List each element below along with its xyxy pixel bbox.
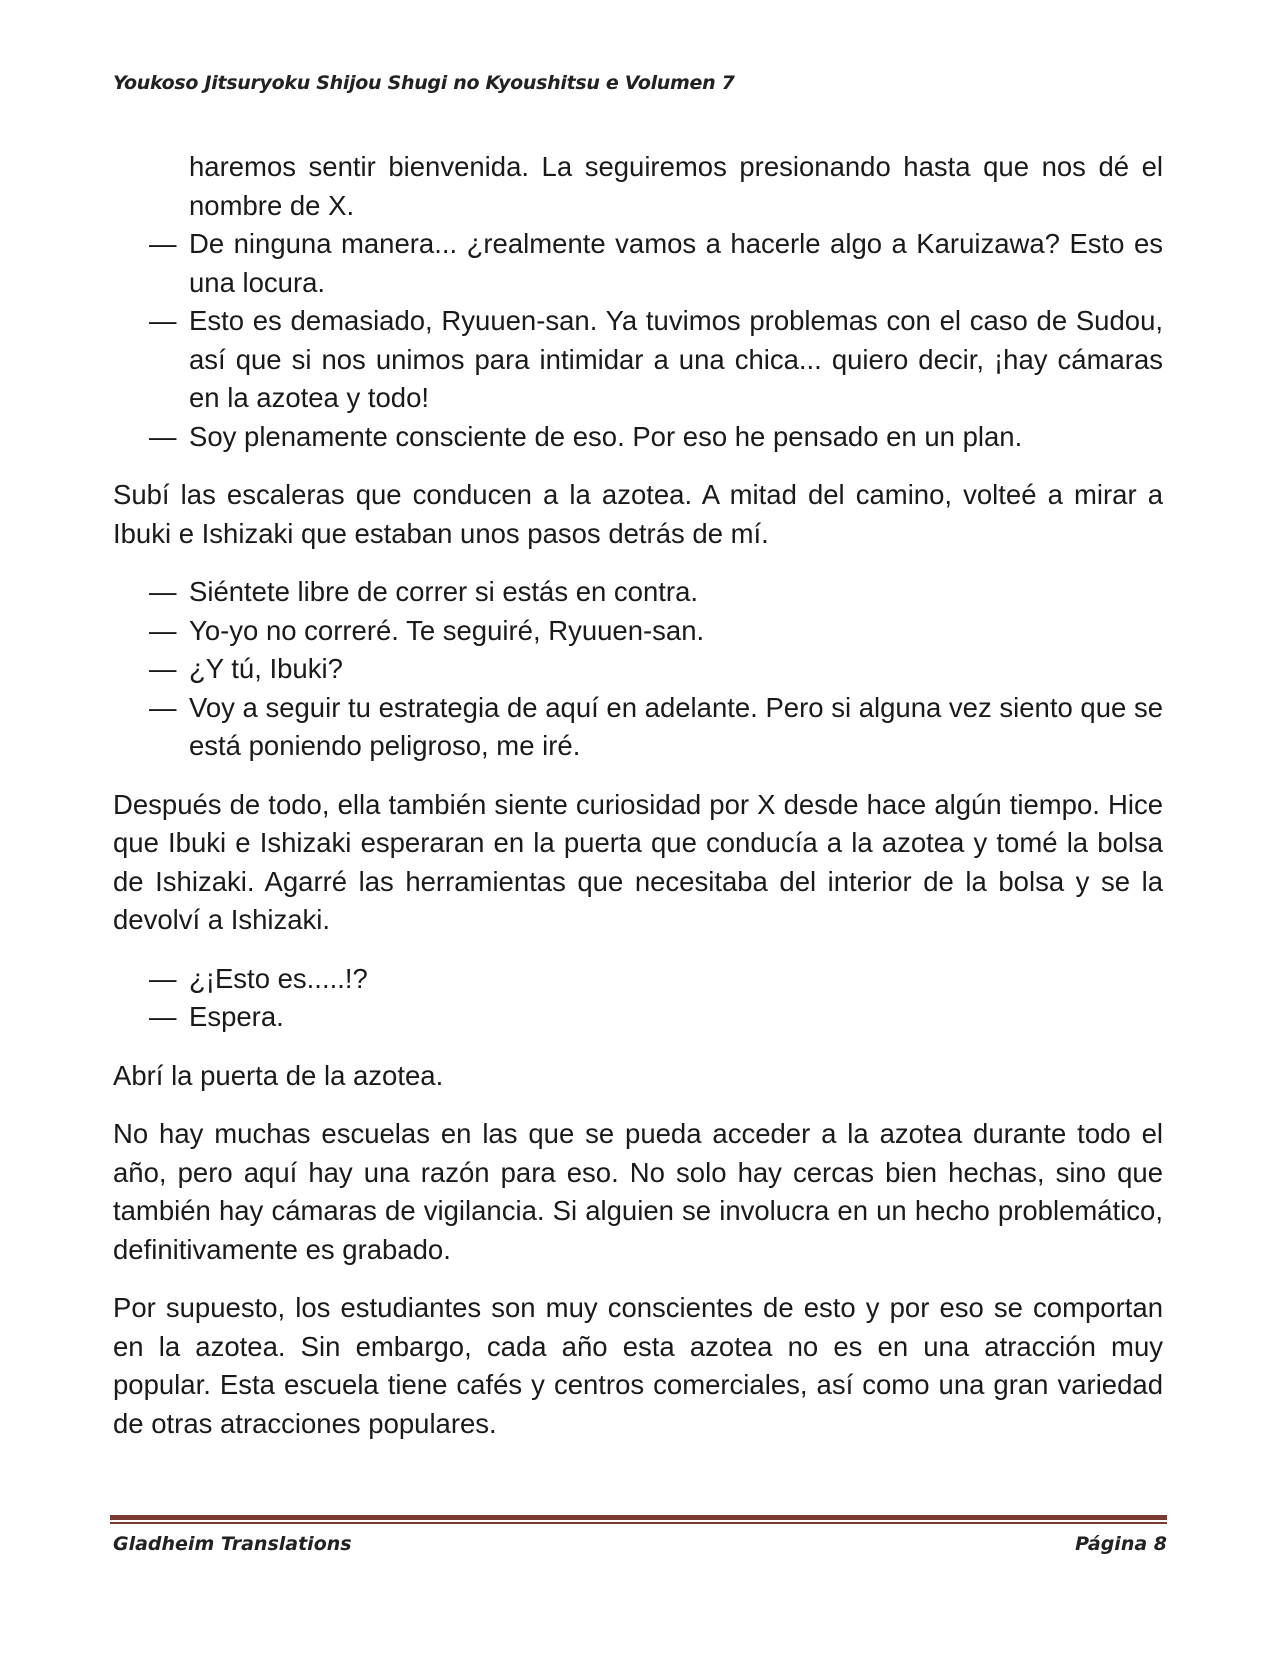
dialog-text: Voy a seguir tu estrategia de aquí en adelante. Pero si alguna vez siento que se está poniendo peligroso, me iré. [189, 691, 1163, 761]
dialog-line [113, 573, 1163, 612]
dialog-text: Soy plenamente consciente de eso. Por eso he pensado en un plan. [189, 420, 1023, 452]
page-body [113, 148, 1163, 1463]
footer-divider [110, 1515, 1167, 1525]
dialog-dash: — [149, 1001, 177, 1032]
dialog-dash: — [149, 420, 177, 452]
dialog-text: haremos sentir bienvenida. La seguiremos presionando hasta que nos dé el nombre de X. [189, 151, 1163, 221]
dialog-line [113, 612, 1163, 651]
dialog-dash: — [149, 305, 177, 336]
footer-publisher: Gladheim Translations [113, 1533, 352, 1555]
dialog-block [113, 960, 1163, 1037]
dialog-dash: — [149, 691, 177, 723]
narration-paragraph: Después de todo, ella también siente curiosidad por X desde hace algún tiempo. Hice que Ibuki e Ishizaki esperaran en la puerta que conducía a la azotea y tomé la bolsa de Ishizaki. Agarré las herramientas que necesitaba del interior de la bolsa y se la devolví a Ishizaki. [113, 788, 1163, 935]
dialog-text: ¿Y tú, Ibuki? [189, 653, 343, 684]
dialog-dash: — [149, 962, 177, 994]
dialog-line [113, 302, 1163, 418]
footer-page-number: Página 8 [1075, 1533, 1167, 1555]
dialog-line [113, 998, 1163, 1037]
dialog-text: Esto es demasiado, Ryuuen-san. Ya tuvimos problemas con el caso de Sudou, así que si nos unimos para intimidar a una chica... quiero decir, ¡hay cámaras en la azotea y todo! [189, 305, 1163, 413]
dialog-dash: — [149, 614, 177, 646]
dialog-text: Siéntete libre de correr si estás en contra. [189, 576, 699, 607]
dialog-line [113, 148, 1163, 225]
dialog-block [113, 148, 1163, 456]
dialog-text: Espera. [189, 1001, 284, 1032]
dialog-line [113, 689, 1163, 766]
dialog-block [113, 573, 1163, 766]
dialog-line [113, 418, 1163, 457]
dialog-text: ¿¡Esto es.....!? [189, 962, 368, 994]
dialog-line [113, 225, 1163, 302]
dialog-text: De ninguna manera... ¿realmente vamos a hacerle algo a Karuizawa? Esto es una locura. [189, 228, 1163, 298]
dialog-dash: — [149, 653, 177, 684]
narration-paragraph: No hay muchas escuelas en las que se pueda acceder a la azotea durante todo el año, pero aquí hay una razón para eso. No solo hay cercas bien hechas, sino que también hay cámaras de vigilancia. Si alguien se involucra en un hecho problemático, definitivamente es grabado. [113, 1118, 1163, 1265]
dialog-dash: — [149, 576, 177, 607]
page-header-title: Youkoso Jitsuryoku Shijou Shugi no Kyoushitsu e Volumen 7 [113, 72, 735, 94]
narration-paragraph: Subí las escaleras que conducen a la azotea. A mitad del camino, volteé a mirar a Ibuki e Ishizaki que estaban unos pasos detrás de mí. [113, 479, 1163, 549]
dialog-text: Yo-yo no correré. Te seguiré, Ryuuen-san. [189, 614, 705, 646]
narration-paragraph: Abrí la puerta de la azotea. [113, 1059, 444, 1091]
dialog-dash: — [149, 228, 177, 259]
dialog-line [113, 650, 1163, 689]
narration-paragraph: Por supuesto, los estudiantes son muy conscientes de esto y por eso se comportan en la azotea. Sin embargo, cada año esta azotea no es en una atracción muy popular. Esta escuela tiene cafés y centros comerciales, así como una gran variedad de otras atracciones populares. [113, 1292, 1163, 1439]
dialog-line [113, 960, 1163, 999]
